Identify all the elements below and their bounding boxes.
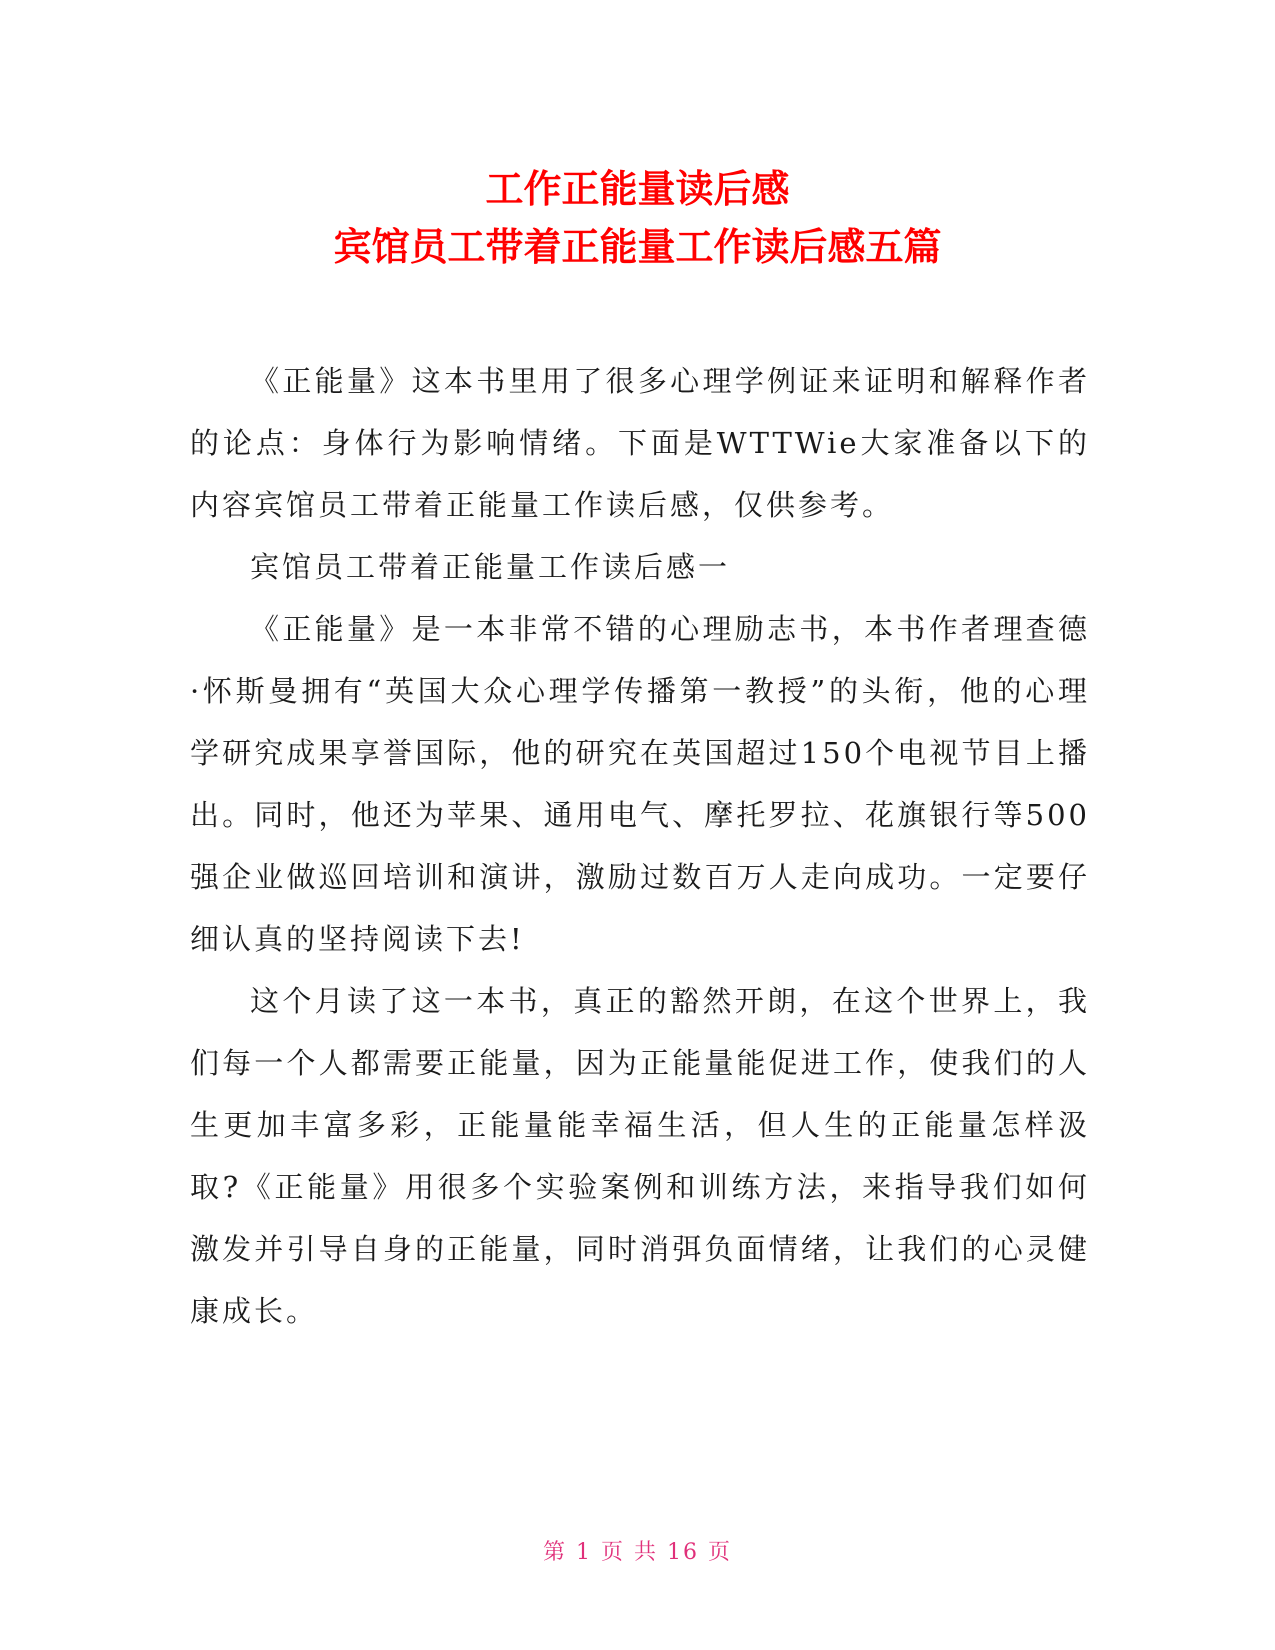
paragraph-section-heading: 宾馆员工带着正能量工作读后感一 bbox=[250, 550, 731, 584]
document-title bbox=[0, 160, 1275, 276]
title-line-1: 工作正能量读后感 bbox=[485, 167, 790, 211]
paragraph-reflection: 这个月读了这一本书，真正的豁然开朗，在这个世界上，我们每一个人都需要正能量，因为正能量能促进工作，使我们的人生更加丰富多彩，正能量能幸福生活，但人生的正能量怎样汲取?《正能量》用很多个实验案例和训练方法，来指导我们如何激发并引导自身的正能量，同时消弭负面情绪，让我们的心灵健康成长。 bbox=[190, 984, 1090, 1328]
footer-prefix: 第 bbox=[542, 1540, 567, 1565]
footer-current-page: 1 bbox=[576, 1540, 592, 1565]
footer-total-pages: 16 bbox=[667, 1540, 699, 1565]
paragraph-book-intro: 《正能量》是一本非常不错的心理励志书，本书作者理查德·怀斯曼拥有“英国大众心理学传播第一教授”的头衔，他的心理学研究成果享誉国际，他的研究在英国超过150个电视节目上播出。同时，他还为苹果、通用电气、摩托罗拉、花旗银行等500强企业做巡回培训和演讲，激励过数百万人走向成功。一定要仔细认真的坚持阅读下去! bbox=[190, 612, 1090, 956]
document-body bbox=[190, 350, 1090, 1342]
footer-suffix: 页 bbox=[708, 1540, 733, 1565]
title-line-2: 宾馆员工带着正能量工作读后感五篇 bbox=[333, 225, 942, 269]
footer-middle: 页 共 bbox=[601, 1540, 658, 1565]
paragraph-intro: 《正能量》这本书里用了很多心理学例证来证明和解释作者的论点：身体行为影响情绪。下面是WTTWie大家准备以下的内容宾馆员工带着正能量工作读后感，仅供参考。 bbox=[190, 364, 1090, 522]
page-footer bbox=[0, 1535, 1275, 1566]
